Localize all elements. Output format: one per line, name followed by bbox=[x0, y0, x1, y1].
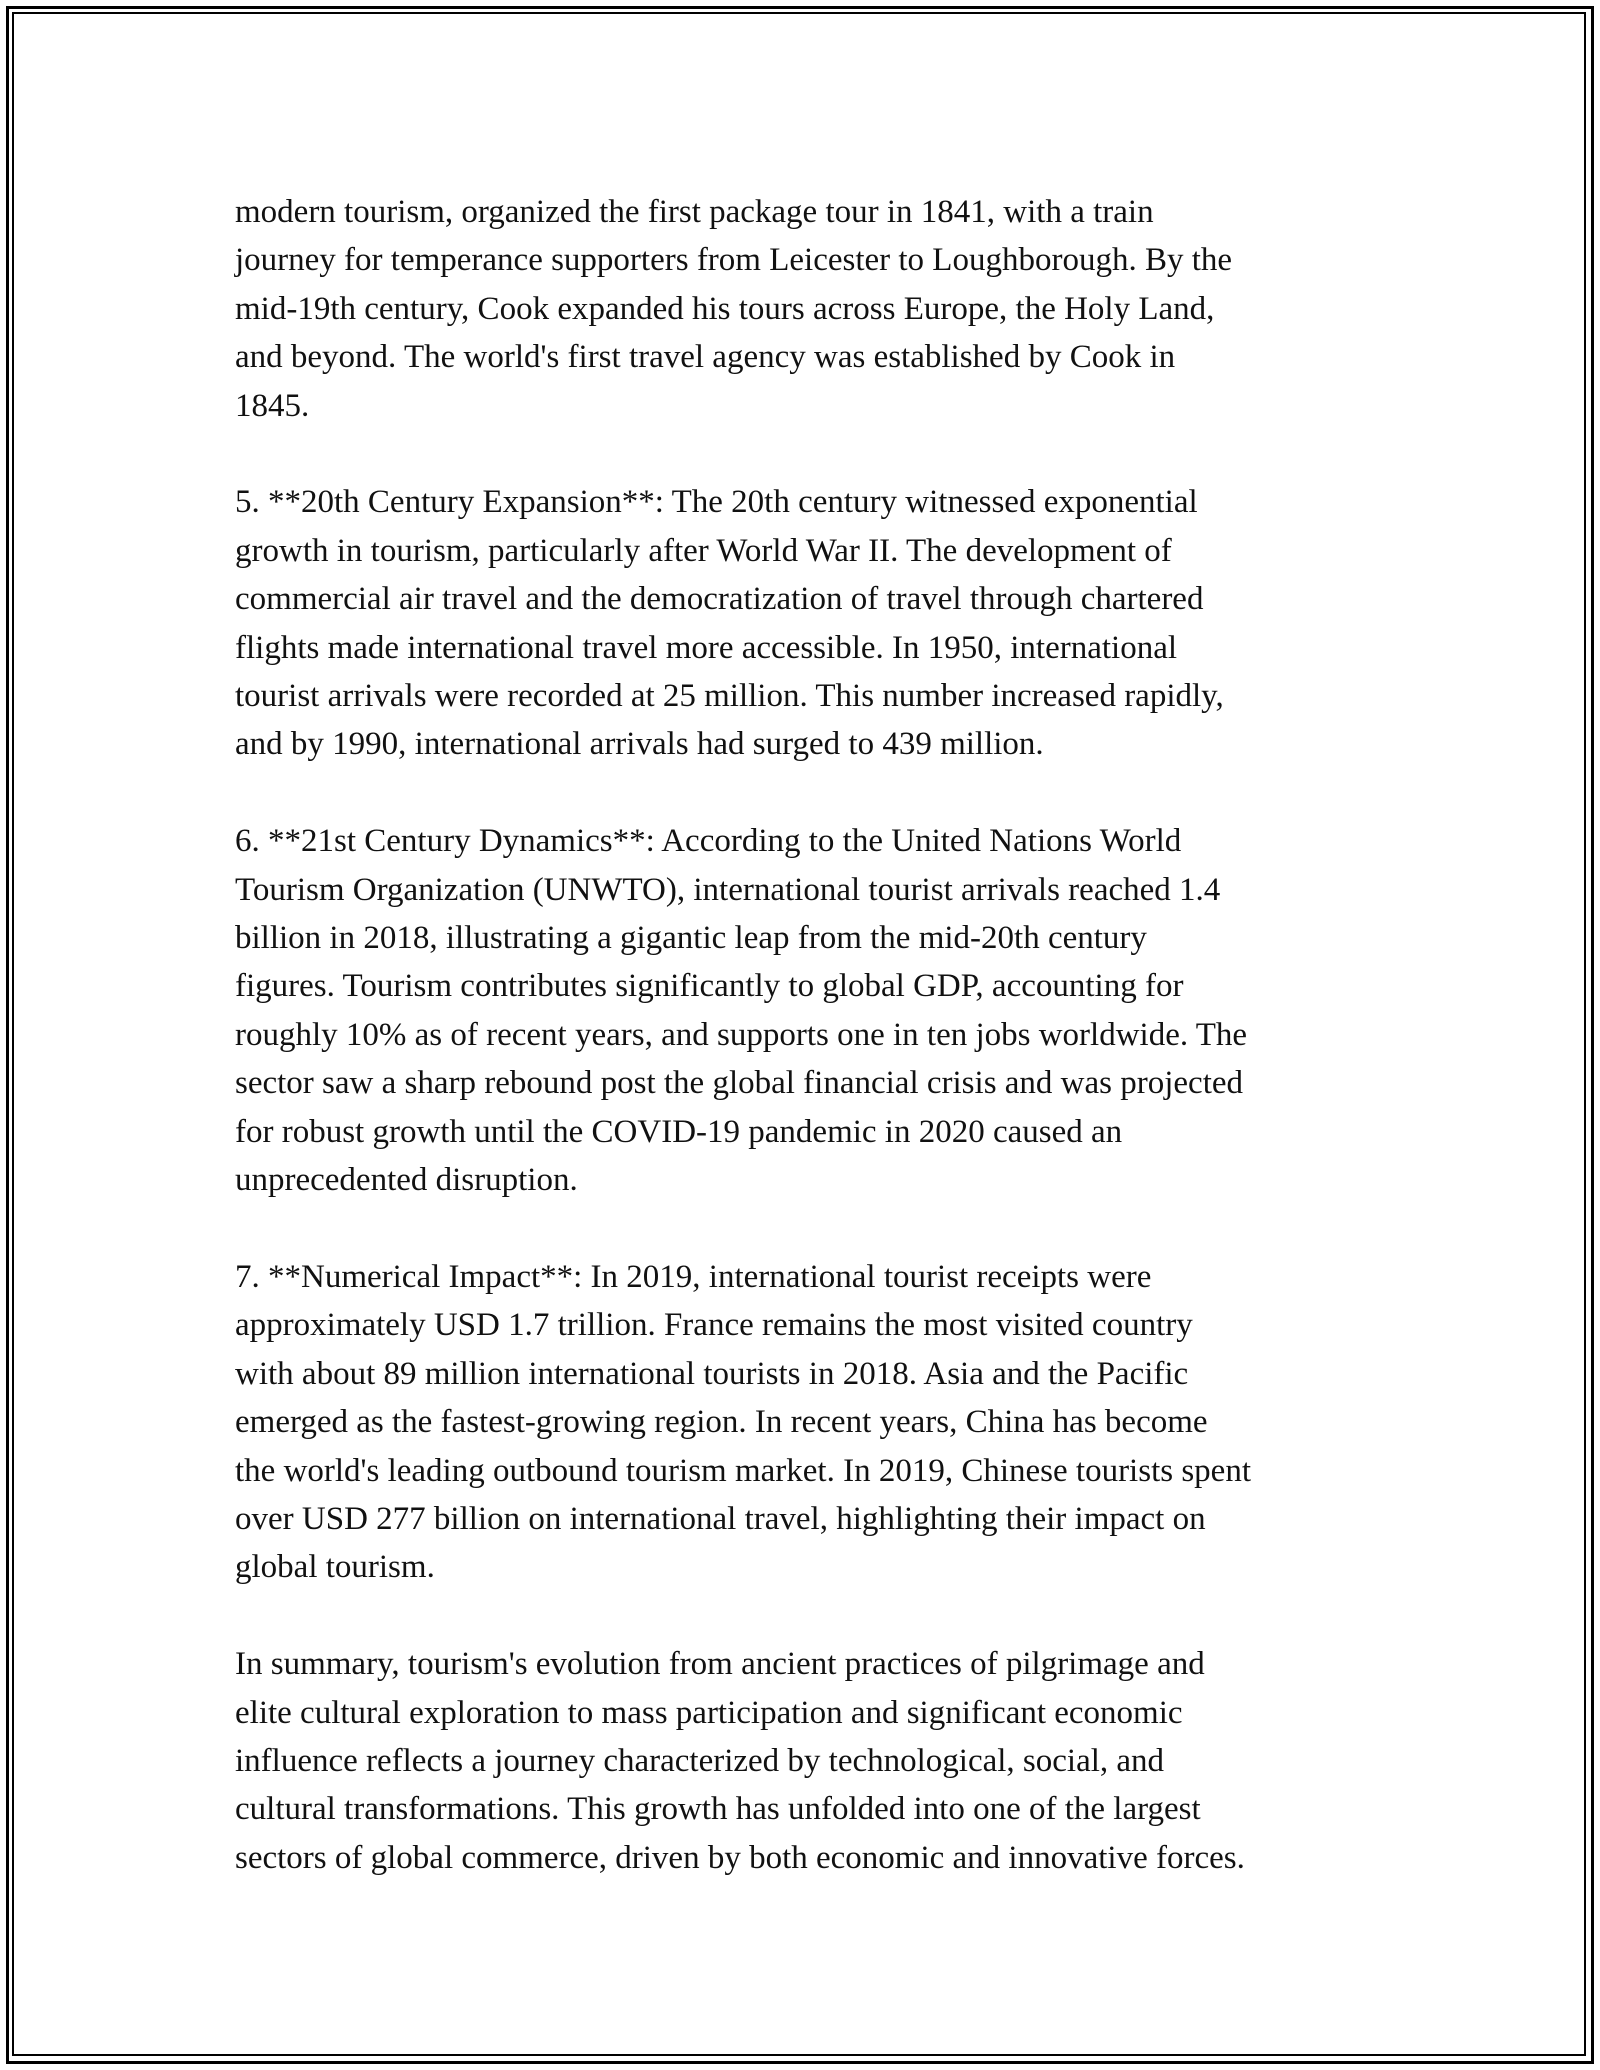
paragraph-numerical-impact: 7. **Numerical Impact**: In 2019, international tourist receipts were approximately USD 1.7 trillion. France remains the most visited country with about 89 million international tourists in 2018. Asia and the Pacific emerged as the fastest-growing region. In recent years, China has become the world's leading outbound tourism market. In 2019, Chinese tourists spent over USD 277 billion on international travel, highlighting their impact on global tourism. bbox=[235, 1258, 1251, 1586]
document-body bbox=[235, 188, 1385, 1882]
paragraph-cook-travel-agency: modern tourism, organized the first package tour in 1841, with a train journey for temperance supporters from Leicester to Loughborough. By the mid-19th century, Cook expanded his tours across Europe, the Holy Land, and beyond. The world's first travel agency was established by Cook in 1845. bbox=[235, 194, 1233, 424]
paragraph-summary: In summary, tourism's evolution from ancient practices of pilgrimage and elite cultural exploration to mass participation and significant economic influence reflects a journey characterized by technological, social, and cultural transformations. This growth has unfolded into one of the largest sectors of global commerce, driven by both economic and innovative forces. bbox=[235, 1646, 1245, 1876]
paragraph-20th-century-expansion: 5. **20th Century Expansion**: The 20th century witnessed exponential growth in tourism, particularly after World War II. The development of commercial air travel and the democratization of travel through chartered flights made international travel more accessible. In 1950, international tourist arrivals were recorded at 25 million. This number increased rapidly, and by 1990, international arrivals had surged to 439 million. bbox=[235, 484, 1224, 763]
paragraph-21st-century-dynamics: 6. **21st Century Dynamics**: According to the United Nations World Tourism Organization (UNWTO), international tourist arrivals reached 1.4 billion in 2018, illustrating a gigantic leap from the mid-20th century figures. Tourism contributes significantly to global GDP, accounting for roughly 10% as of recent years, and supports one in ten jobs worldwide. The sector saw a sharp rebound post the global financial crisis and was projected for robust growth until the COVID-19 pandemic in 2020 caused an unprecedented disruption. bbox=[235, 823, 1248, 1199]
